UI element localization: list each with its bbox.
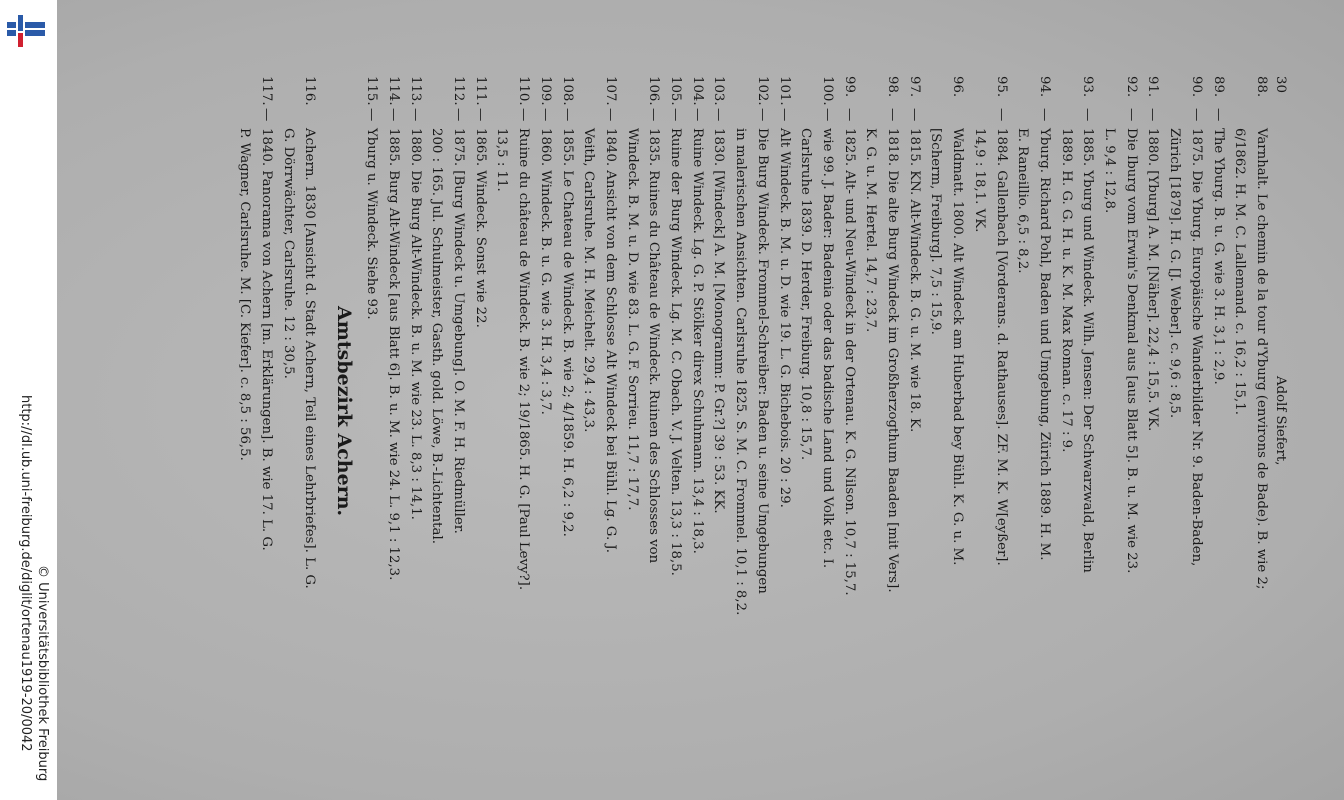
entry-text: Die Iburg vom Erwin's Denkmal aus [aus Blatt 5]. B. u. M. wie 23. xyxy=(1123,128,1139,574)
entry-text: Ruine der Burg Windeck. Lg. M. C. Obach. V. J. Velten. 13,3 : 18,5. xyxy=(668,128,684,576)
entry-number: 108. xyxy=(559,76,575,106)
entry-text: 1865. Windeck. Sonst wie 22. xyxy=(472,128,488,328)
entry-number: 90. xyxy=(1188,76,1204,98)
entry-text: 1835. Ruines du Château de Windeck. Ruinen des Schlosses von xyxy=(646,128,662,564)
entry-text: 1855. Le Chateau de Windeck. B. wie 2; 4/1859. H. 6,2 : 9,2. xyxy=(559,128,575,537)
entry-dash: — xyxy=(516,108,532,122)
entry-text: 1884. Gallenbach [Vorderans. d. Rathauses]. ZF. M. K. W[eyßer]. xyxy=(993,128,1009,566)
entry-number: 105. xyxy=(668,76,684,106)
logo-bar-left-top xyxy=(7,22,16,28)
entry-continuation: Carlsruhe 1839. D. Herder, Freiburg. 10,8 : 15,7. xyxy=(798,128,814,461)
entry-text: Achern. 1830 [Ansicht d. Stadt Achern, Teil eines Lehrbriefes]. L. G. xyxy=(302,128,318,589)
entry-text: 1885. Burg Alt-Windeck [aus Blatt 6]. B. u. M. wie 24. L. 9,1 : 12,3. xyxy=(386,128,401,581)
entry-continuation: 13,5 : 11. xyxy=(494,128,510,192)
entry-dash: — xyxy=(1188,108,1204,122)
entry-dash: — xyxy=(537,108,553,122)
entry-dash: — xyxy=(386,108,401,122)
entry-continuation: Veith, Carlsruhe. M. H. Meichelt. 29,4 : 43,3. xyxy=(581,128,597,433)
logo-bar-right-top xyxy=(25,22,45,28)
entry-number: 111. xyxy=(472,76,488,106)
entry-text: 1875. [Burg Windeck u. Umgebung]. O. M. F. H. Riedmüller. xyxy=(451,128,467,534)
entry-dash: — xyxy=(559,108,575,122)
entry-text: 1860. Windeck. B. u. G. wie 3. H. 3,4 : 3,7. xyxy=(537,128,553,415)
entry-text: Ruine du château de Windeck. B. wie 2; 19/1865. H. G. [Paul Levy?]. xyxy=(516,128,532,591)
entry-number: 117. xyxy=(259,76,275,106)
entry-text: 1818. Die alte Burg Windeck im Großherzogthum Baaden [mit Vers]. xyxy=(885,128,901,593)
entry-dash: — xyxy=(754,108,770,122)
entry-number: 98. xyxy=(885,76,901,98)
entry-text: 1815. KN. Alt-Windeck. B. G. u. M. wie 18. K. xyxy=(906,128,922,433)
entry-text: 1830. [Windeck] A. M. [Monogramm: P. Gr.?] 39 : 53. KK. xyxy=(711,128,727,514)
entry-text: The Yburg. B. u. G. wie 3. H. 3,1 : 2,9. xyxy=(1210,128,1226,385)
entry-text: 1885. Yburg und Windeck. Wilh. Jensen: Der Schwarzwald, Berlin xyxy=(1080,128,1096,573)
entry-number: 109. xyxy=(537,76,553,106)
logo-bar-right-bottom xyxy=(25,30,45,36)
entry-dash: — xyxy=(820,108,835,122)
running-head: Adolf Siefert, xyxy=(1273,376,1288,466)
entry-text: 1880. Die Burg Alt-Windeck. B. u. M. wie 23. L. 8,3 : 14,1. xyxy=(407,128,423,520)
entry-text: Alt Windeck. B. M. u. D. wie 19. L. G. Bichebois. 20 : 29. xyxy=(776,128,792,508)
entry-number: 89. xyxy=(1210,76,1226,98)
entry-continuation: P. Wagner, Carlsruhe. M. [C. Kiefer]. c. 8,5 : 56,5. xyxy=(237,128,253,461)
entry-dash: — xyxy=(885,108,901,122)
page-number: 30 xyxy=(1273,76,1288,93)
entry-text: Yburg. Richard Pohl, Baden und Umgebung, Zürich 1889. H. M. xyxy=(1037,128,1052,561)
page-content xyxy=(237,76,1288,776)
entry-number: 110. xyxy=(516,76,532,106)
entry-text: Die Burg Windeck. Frommel-Schreiber: Baden u. seine Umgebungen xyxy=(754,128,770,594)
entry-dash: — xyxy=(364,108,380,122)
entry-number: 104. xyxy=(689,76,705,106)
entry-dash: — xyxy=(472,108,488,122)
logo-bar-left-bottom xyxy=(7,30,16,36)
entry-continuation: K. G. u. M. Hertel. 14,7 : 23,7. xyxy=(863,128,879,333)
entry-continuation: 6/1862. H. M. C. Lallemand. c. 16,2 : 15,1. xyxy=(1232,128,1248,415)
entry-number: 114. xyxy=(386,76,401,106)
entry-dash: — xyxy=(1145,108,1161,122)
entry-dash: — xyxy=(259,108,275,122)
entry-dash: — xyxy=(646,108,662,122)
entry-continuation: Windeck. B. M. u. D. wie 83. L. G. F. Sorrieu. 11,7 : 17,7. xyxy=(624,128,640,511)
entry-number: 99. xyxy=(841,76,857,98)
entry-number: 96. xyxy=(950,76,966,98)
copyright-notice: © Universitätsbibliothek Freiburg xyxy=(35,565,50,782)
entry-number: 115. xyxy=(364,76,380,106)
entry-dash: — xyxy=(776,108,792,122)
entry-text: Waldmatt. 1800. Alt Windeck am Huberbad bey Bühl. K. G. u. M. xyxy=(950,128,966,566)
entry-number: 97. xyxy=(906,76,922,98)
entry-continuation: 200 : 165. Jul. Schulmeister, Gasth. gold. Löwe, B.-Lichtental. xyxy=(429,128,445,544)
entry-continuation: E. Raneillio. 6,5 : 8,2. xyxy=(1015,128,1031,274)
entry-text: 1840. Ansicht von dem Schlosse Alt Windeck bei Bühl. Lg. G. J. xyxy=(603,128,618,553)
entry-continuation: G. Dörrwächter, Carlsruhe. 12 : 30,5. xyxy=(280,128,296,379)
entry-number: 88. xyxy=(1254,76,1269,98)
scanned-page-image xyxy=(57,0,1344,800)
entry-text: 1825. Alt- und Neu-Windeck in der Ortenau. K. G. Nilson. 10,7 : 15,7. xyxy=(841,128,857,596)
entry-dash: — xyxy=(993,108,1009,122)
entry-dash: — xyxy=(906,108,922,122)
entry-number: 100. xyxy=(820,76,835,106)
entry-number: 91. xyxy=(1145,76,1161,98)
entry-dash: — xyxy=(689,108,705,122)
entry-dash: — xyxy=(1210,108,1226,122)
logo-bar-mid xyxy=(18,15,23,31)
entry-number: 103. xyxy=(711,76,727,106)
entry-continuation: [Scherm, Freiburg]. 7,5 : 15,9. xyxy=(928,128,944,335)
university-logo xyxy=(5,10,49,50)
entry-text: 1880. [Yburg] A. M. [Näher]. 22,4 : 15,5. VK. xyxy=(1145,128,1161,432)
entry-number: 95. xyxy=(993,76,1009,98)
entry-number: 94. xyxy=(1037,76,1052,98)
entry-dash: — xyxy=(603,108,618,122)
entry-dash: — xyxy=(451,108,467,122)
entry-number: 102. xyxy=(754,76,770,106)
sidebar xyxy=(0,0,58,800)
entry-continuation: L. 9,4 : 12,8. xyxy=(1102,128,1118,214)
entry-dash: — xyxy=(711,108,727,122)
entry-dash: — xyxy=(1080,108,1096,122)
entry-dash: — xyxy=(668,108,684,122)
entry-text: 1840. Panorama von Achern [m. Erklärungen]. B. wie 17. L. G. xyxy=(259,128,275,551)
entry-text: Varnhalt. Le chemin de la tour d'Yburg (environs de Bade). B. wie 2; xyxy=(1254,128,1269,590)
entry-dash: — xyxy=(407,108,423,122)
logo-bar-mid-lower xyxy=(18,33,23,47)
entry-continuation: in malerischen Ansichten. Carlsruhe 1825. S. M. C. Frommel. 10,1 : 8,2. xyxy=(733,128,749,616)
entry-number: 116. xyxy=(302,76,318,106)
entry-text: Yburg u. Windeck. Siehe 93. xyxy=(364,128,380,320)
entry-text: Ruine Windeck. Lg. G. P. Stölker direx Schuhmann. 13,4 : 18,3. xyxy=(689,128,705,554)
entry-text: wie 99. J. Bader: Badenia oder das badische Land und Volk etc. I. xyxy=(820,128,835,569)
entry-continuation: Zürich [1879]. H. G. [J. Weber]. c. 9,6 : 8,5. xyxy=(1167,128,1183,419)
entry-dash: — xyxy=(841,108,857,122)
source-url-link[interactable]: http://dl.ub.uni-freiburg.de/diglit/ortenau1919-20/0042 xyxy=(18,395,33,752)
entry-number: 113. xyxy=(407,76,423,106)
entry-number: 101. xyxy=(776,76,792,106)
entry-continuation: 1889. H. G. G. H. u. K. M. Max Roman. c. 17 : 9. xyxy=(1058,128,1074,453)
section-heading: Amtsbezirk Achern. xyxy=(332,306,355,517)
entry-dash: — xyxy=(1037,108,1052,122)
entry-number: 93. xyxy=(1080,76,1096,98)
entry-number: 107. xyxy=(603,76,618,106)
entry-number: 112. xyxy=(451,76,467,106)
entry-continuation: 14,9 : 18,1. VK. xyxy=(971,128,987,233)
entry-number: 92. xyxy=(1123,76,1139,98)
entry-number: 106. xyxy=(646,76,662,106)
entry-text: 1875. Die Yburg. Europäische Wanderbilder Nr. 9. Baden-Baden, xyxy=(1188,128,1204,567)
entry-dash: — xyxy=(1123,108,1139,122)
